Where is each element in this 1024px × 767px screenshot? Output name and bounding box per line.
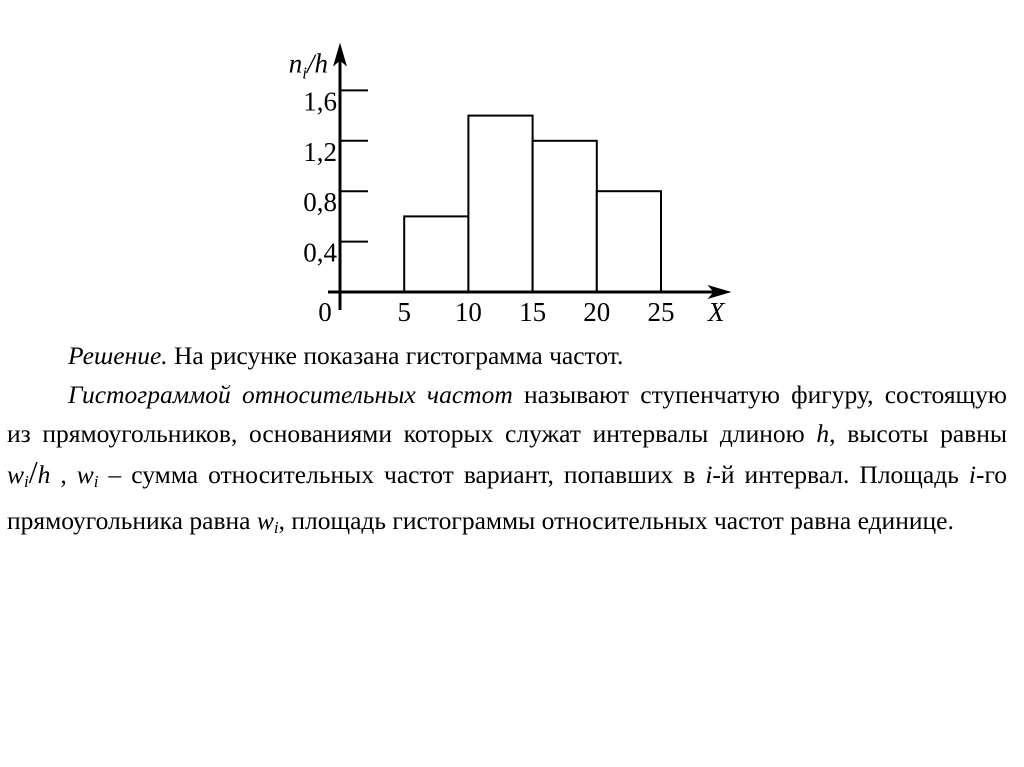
x-tick-label: 0 [318,297,332,327]
solution-text [7,336,1007,547]
histogram-bar [404,216,468,292]
x-tick-label: 5 [397,297,411,327]
x-tick-label: 20 [583,297,611,327]
definition-term: Гистограммой относительных частот [68,380,513,409]
x-tick-label: 10 [454,297,482,327]
formula-w-over-h: $w_i/h$ [7,454,51,491]
histogram-bar [468,116,532,292]
y-tick-label: 0,4 [303,237,337,268]
x-tick-label: 25 [647,297,675,327]
x-axis-title: X [708,297,725,327]
y-axis-title: $n_i/h$ [288,48,328,83]
y-tick-label: 1,2 [303,136,337,167]
x-tick-label: 15 [519,297,547,327]
histogram-bar [533,141,597,292]
bars-group [404,116,661,292]
y-ticks-group [303,86,368,267]
definition-paragraph: Гистограммой относительных частот называют ступенчатую фигуру, состоящую из прямоугольников, основаниями которых служат интервалы длиною h, высоты равны $w_i/h$ , $w_i$ – сумма относительных частот вариант, попавших в i-й интервал. Площадь i-го прямоугольника равна $w_i$, площадь гистограммы относительных частот равна единице. [7,380,1008,537]
histogram-chart [0,0,1024,335]
y-tick-label: 1,6 [303,86,337,117]
solution-paragraph: Решение. На рисунке показана гистограмма частот. [68,341,624,370]
histogram-bar [597,191,661,292]
solution-lead: Решение. [68,341,168,370]
y-tick-label: 0,8 [303,187,337,218]
x-ticks-group [318,297,674,327]
